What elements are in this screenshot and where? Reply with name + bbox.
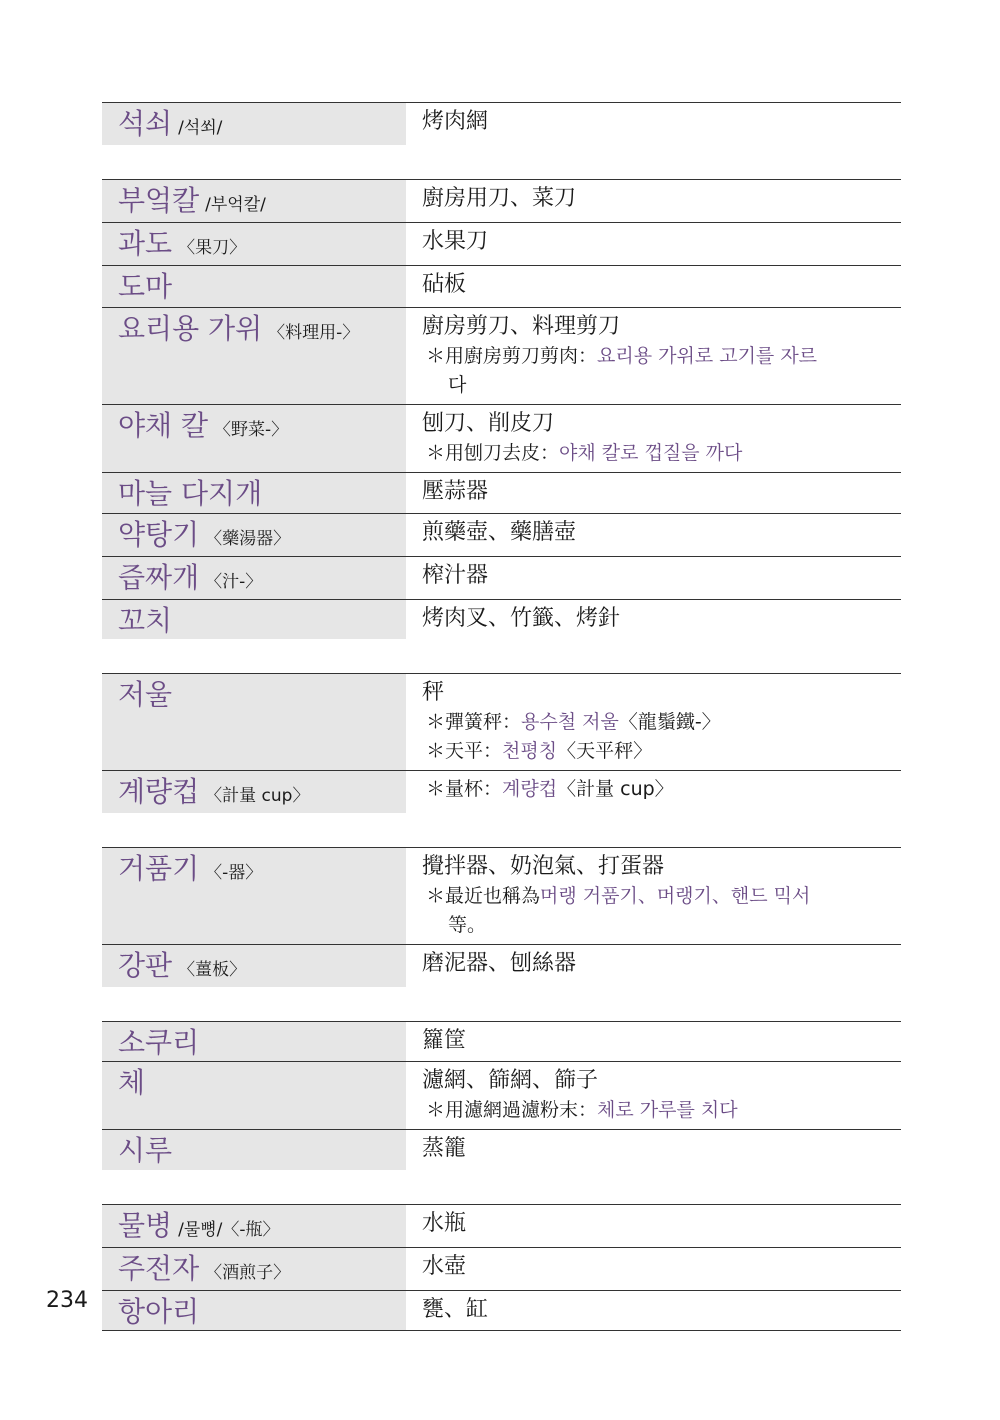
definition-cell <box>406 848 901 944</box>
korean-term-cell <box>102 1291 406 1331</box>
vocab-group <box>102 1021 901 1170</box>
page-number: 234 <box>46 1288 88 1313</box>
term-annotation: 〈酒煎子〉 <box>205 1262 291 1283</box>
term-annotation: 〈藥湯器〉 <box>205 529 291 549</box>
usage-note <box>422 439 901 468</box>
vocab-row <box>102 266 901 308</box>
definition-cell <box>406 1022 901 1062</box>
korean-term: 즙짜개 <box>118 561 200 594</box>
term-annotation: 〈汁-〉 <box>205 572 263 592</box>
vocab-row <box>102 848 901 945</box>
note-annotation: 〈龍鬚鐵-〉 <box>618 710 721 733</box>
korean-term: 계량컵 <box>118 774 200 808</box>
vocab-row <box>102 945 901 987</box>
korean-term-cell <box>102 674 406 770</box>
korean-term: 꼬치 <box>118 604 173 637</box>
vocab-group <box>102 673 901 813</box>
korean-term-cell <box>102 223 406 265</box>
vocab-row <box>102 103 901 145</box>
chinese-definition: 籮筐 <box>422 1027 467 1053</box>
korean-term: 거품기 <box>118 851 200 885</box>
korean-term-cell <box>102 771 406 813</box>
note-annotation: 〈天平秤〉 <box>557 739 653 762</box>
korean-term-cell <box>102 180 406 222</box>
korean-term-cell <box>102 405 406 472</box>
vocab-row <box>102 1291 901 1332</box>
note-korean: 머랭 거품기、머랭기、핸드 믹서 <box>540 884 811 907</box>
definition-cell <box>406 1248 901 1290</box>
chinese-definition: 秤 <box>422 679 445 705</box>
term-annotation: 〈計量 cup〉 <box>205 785 310 806</box>
term-annotation: /석쐬/ <box>178 118 223 138</box>
korean-term-cell <box>102 1130 406 1170</box>
term-annotation: 〈野菜-〉 <box>214 419 289 440</box>
note-korean: 야채 칼로 껍질을 까다 <box>559 441 743 464</box>
definition-cell <box>406 514 901 556</box>
definition-cell <box>406 103 901 145</box>
usage-note <box>422 775 901 804</box>
definition-cell <box>406 180 901 222</box>
vocab-row <box>102 1205 901 1248</box>
korean-term: 마늘 다지개 <box>118 476 263 510</box>
term-annotation: /부억칼/ <box>205 195 266 215</box>
chinese-definition: 烤肉網 <box>422 109 489 134</box>
korean-term-cell <box>102 473 406 514</box>
definition-cell <box>406 223 901 265</box>
chinese-definition: 濾網、篩網、篩子 <box>422 1068 599 1093</box>
note-korean: 용수철 저울 <box>521 710 619 733</box>
korean-term: 야채 칼 <box>118 408 209 442</box>
korean-term: 요리용 가위 <box>118 311 263 345</box>
chinese-definition: 廚房用刀、菜刀 <box>422 186 577 211</box>
definition-cell <box>406 405 901 472</box>
vocab-row <box>102 514 901 557</box>
vocab-row <box>102 600 901 639</box>
korean-term-cell <box>102 1022 406 1062</box>
definition-cell <box>406 308 901 404</box>
korean-term-cell <box>102 308 406 404</box>
chinese-definition: 甕、缸 <box>422 1296 489 1322</box>
korean-term: 석쇠 <box>118 107 173 140</box>
korean-term-cell <box>102 1248 406 1290</box>
note-chinese: ＊最近也稱為 <box>426 884 541 907</box>
korean-term-cell <box>102 266 406 307</box>
vocab-row <box>102 1248 901 1291</box>
korean-term: 주전자 <box>118 1251 200 1285</box>
note-chinese: ＊用濾網過濾粉末： <box>426 1099 598 1121</box>
korean-term-cell <box>102 600 406 639</box>
term-annotation: 〈果刀〉 <box>178 238 247 258</box>
korean-term-cell <box>102 945 406 987</box>
korean-term-cell <box>102 557 406 599</box>
note-continuation: 等。 <box>448 913 487 936</box>
chinese-definition: 蒸籠 <box>422 1136 467 1161</box>
vocab-group <box>102 1204 901 1332</box>
chinese-definition: 煎藥壺、藥膳壺 <box>422 520 577 545</box>
chinese-definition: 水果刀 <box>422 229 489 254</box>
korean-term-cell <box>102 103 406 145</box>
usage-note <box>422 882 901 940</box>
chinese-definition: 廚房剪刀、料理剪刀 <box>422 313 621 339</box>
note-korean: 체로 가루를 치다 <box>597 1099 738 1121</box>
vocab-row <box>102 771 901 813</box>
definition-cell <box>406 557 901 599</box>
vocab-group <box>102 847 901 987</box>
term-annotation: /물뼝/〈-甁〉 <box>178 1219 280 1240</box>
korean-term: 항아리 <box>118 1294 200 1328</box>
korean-term-cell <box>102 848 406 944</box>
definition-cell <box>406 945 901 987</box>
definition-cell <box>406 473 901 514</box>
korean-term-cell <box>102 1062 406 1129</box>
note-chinese: ＊用廚房剪刀剪肉： <box>426 344 598 367</box>
note-korean: 계량컵 <box>502 777 558 800</box>
vocab-group <box>102 179 901 639</box>
korean-term: 과도 <box>118 227 173 260</box>
term-annotation: 〈料理用-〉 <box>268 322 360 343</box>
korean-term: 소쿠리 <box>118 1025 200 1059</box>
vocab-row <box>102 674 901 771</box>
definition-cell <box>406 600 901 639</box>
korean-term: 체 <box>118 1066 146 1099</box>
vocab-row <box>102 473 901 515</box>
vocab-row <box>102 1062 901 1130</box>
usage-note <box>422 342 901 400</box>
korean-term: 약탕기 <box>118 518 200 551</box>
definition-cell <box>406 771 901 813</box>
korean-term: 부엌칼 <box>118 184 200 217</box>
chinese-definition: 磨泥器、刨絲器 <box>422 950 577 976</box>
vocabulary-page <box>102 102 901 1365</box>
vocab-row <box>102 1022 901 1063</box>
chinese-definition: 烤肉叉、竹籤、烤針 <box>422 606 621 631</box>
note-continuation: 다 <box>448 373 467 396</box>
korean-term-cell <box>102 514 406 556</box>
usage-note <box>422 737 901 766</box>
chinese-definition: 攪拌器、奶泡氣、打蛋器 <box>422 853 665 879</box>
vocab-row <box>102 180 901 223</box>
korean-term: 도마 <box>118 270 173 303</box>
chinese-definition: 水瓶 <box>422 1210 467 1236</box>
note-korean: 요리용 가위로 고기를 자르 <box>597 344 818 367</box>
korean-term: 저울 <box>118 677 173 711</box>
vocab-row <box>102 223 901 266</box>
definition-cell <box>406 266 901 307</box>
definition-cell <box>406 1062 901 1129</box>
korean-term: 강판 <box>118 948 173 982</box>
definition-cell <box>406 674 901 770</box>
definition-cell <box>406 1291 901 1331</box>
vocab-row <box>102 308 901 405</box>
chinese-definition: 刨刀、削皮刀 <box>422 410 555 436</box>
usage-note <box>422 1096 901 1125</box>
term-annotation: 〈-器〉 <box>205 862 263 883</box>
note-chinese: ＊天平： <box>426 739 503 762</box>
korean-term: 물병 <box>118 1208 173 1242</box>
term-annotation: 〈薑板〉 <box>178 959 247 980</box>
korean-term: 시루 <box>118 1134 173 1167</box>
chinese-definition: 砧板 <box>422 272 467 297</box>
chinese-definition: 水壺 <box>422 1253 467 1279</box>
note-korean: 천평칭 <box>502 739 558 762</box>
note-annotation: 〈計量 cup〉 <box>557 777 674 800</box>
definition-cell <box>406 1205 901 1247</box>
vocab-group <box>102 102 901 145</box>
note-chinese: ＊量杯： <box>426 777 503 800</box>
korean-term-cell <box>102 1205 406 1247</box>
note-chinese: ＊用刨刀去皮： <box>426 441 560 464</box>
chinese-definition: 壓蒜器 <box>422 478 489 504</box>
vocab-row <box>102 557 901 600</box>
note-chinese: ＊彈簧秤： <box>426 710 522 733</box>
chinese-definition: 榨汁器 <box>422 563 489 588</box>
vocab-row <box>102 1130 901 1170</box>
vocab-row <box>102 405 901 473</box>
usage-note <box>422 708 901 737</box>
definition-cell <box>406 1130 901 1170</box>
